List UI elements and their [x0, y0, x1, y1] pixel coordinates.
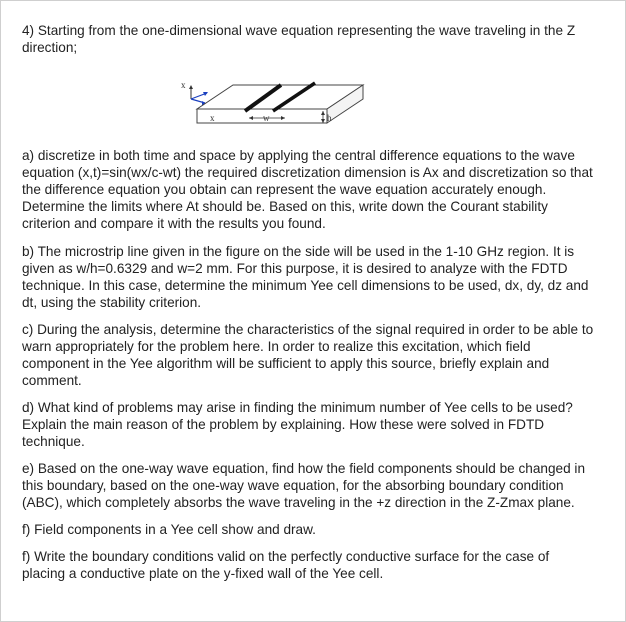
height-label: h — [327, 113, 332, 123]
microstrip-diagram — [177, 77, 367, 133]
part-a-text: a) discretize in both time and space by applying the central difference equations to the wave equation (x,t)=sin(wx/c-wt) the required discretization dimension is Ax and discretization so that the difference equation you obtain can represent the wave equation accurately enough. Determine the limits where At should be. Based on this, write down the Courant stability criterion and compare it with the results you found. — [22, 148, 593, 231]
axis-label-x: x — [181, 80, 186, 90]
question-heading: 4) Starting from the one-dimensional wave equation representing the wave traveling in the Z direction; — [22, 23, 576, 55]
axes-icon — [189, 85, 208, 105]
part-f1-text: f) Field components in a Yee cell show and draw. — [22, 522, 316, 537]
part-d-text: d) What kind of problems may arise in finding the minimum number of Yee cells to be used? Explain the main reason of the problem by explaining. How these were solved in FDTD technique. — [22, 400, 573, 449]
part-f2-text: f) Write the boundary conditions valid on the perfectly conductive surface for the case of placing a conductive plate on the y-fixed wall of the Yee cell. — [22, 549, 550, 581]
axis-label-x-base: x — [210, 113, 215, 123]
microstrip-figure — [177, 77, 367, 133]
substrate-slab — [197, 85, 363, 123]
part-e-text: e) Based on the one-way wave equation, find how the field components should be changed in this boundary, based on the one-way wave equation, for the absorbing boundary condition (ABC), which completely absorbs the wave traveling in the +z direction in the Z-Zmax plane. — [22, 461, 586, 510]
part-b-text: b) The microstrip line given in the figure on the side will be used in the 1-10 GHz region. It is given as w/h=0.6329 and w=2 mm. For this purpose, it is desired to analyze with the FDTD technique. In this case, determine the minimum Yee cell dimensions to be used, dx, dy, dz and dt, using the stability criterion. — [22, 244, 589, 310]
width-label: w — [263, 113, 270, 123]
part-c-text: c) During the analysis, determine the characteristics of the signal required in order to be able to warn appropriately for the problem here. In order to realize this excitation, which field component in the Yee algorithm will be sufficient to apply this source, briefly explain and comment. — [22, 322, 594, 388]
